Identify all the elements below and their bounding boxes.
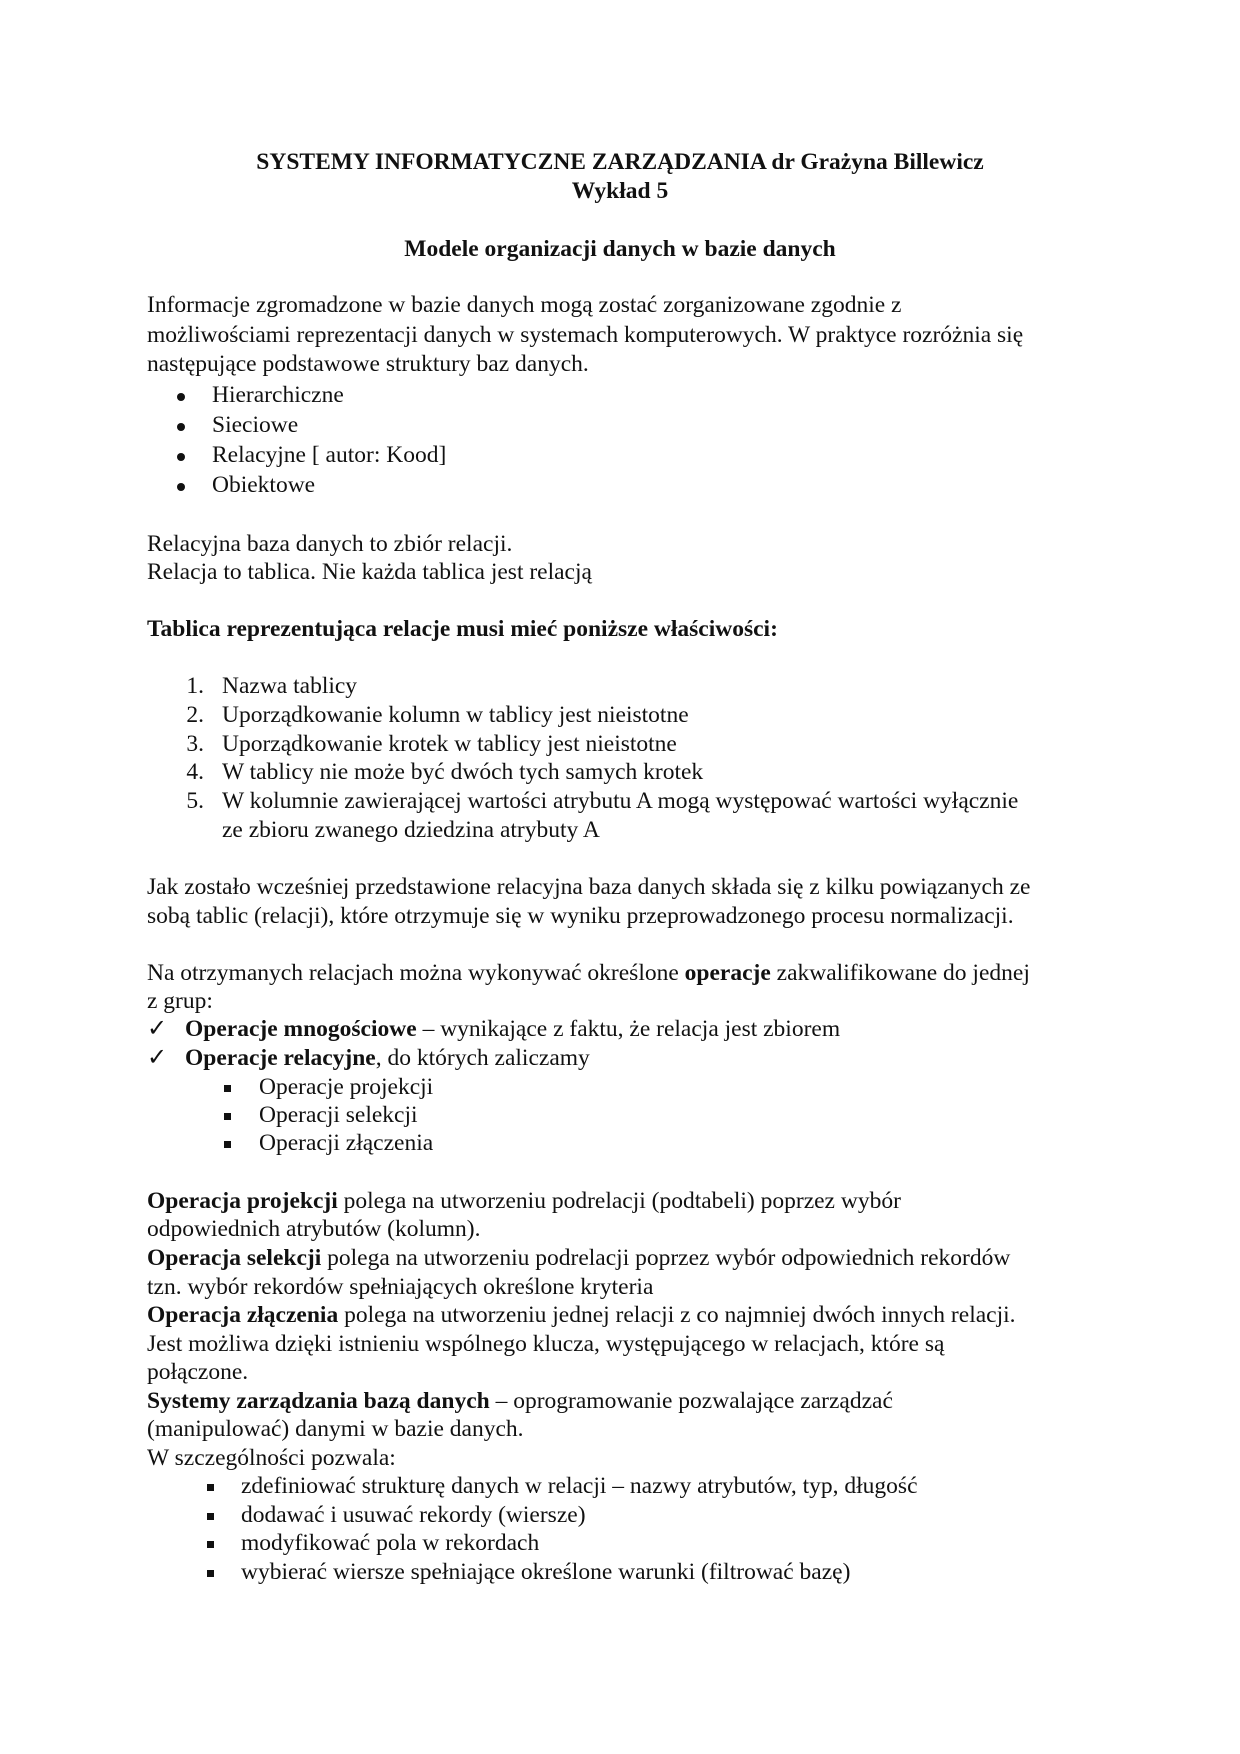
list-item: Relacyjne [ autor: Kood] xyxy=(212,442,447,468)
list-number: 5. xyxy=(186,788,204,814)
list-number: 3. xyxy=(186,731,204,757)
square-bullet-icon xyxy=(207,1484,214,1491)
square-bullet-icon xyxy=(224,1113,231,1120)
list-item: Uporządkowanie kolumn w tablicy jest nieistotne xyxy=(222,702,689,728)
list-item: W tablicy nie może być dwóch tych samych krotek xyxy=(222,759,704,785)
normalization-line-2: sobą tablic (relacji), które otrzymuje się w wyniku przeprowadzonego procesu normalizacji. xyxy=(147,903,1014,929)
checkmark-icon: ✓ xyxy=(147,1045,168,1071)
section-title: Modele organizacji danych w bazie danych xyxy=(404,236,836,262)
join-line-2: Jest możliwa dzięki istnieniu wspólnego klucza, występującego w relacjach, które są xyxy=(147,1331,945,1357)
list-item: Uporządkowanie krotek w tablicy jest nieistotne xyxy=(222,731,677,757)
square-bullet-icon xyxy=(224,1141,231,1148)
list-item: Nazwa tablicy xyxy=(222,673,358,699)
operations-intro-line-2: z grup: xyxy=(147,988,213,1014)
list-item: Operacji selekcji xyxy=(259,1102,418,1128)
bullet-icon xyxy=(177,453,185,461)
selection-line-2: tzn. wybór rekordów spełniających określone kryteria xyxy=(147,1274,654,1300)
intro-line-3: następujące podstawowe struktury baz danych. xyxy=(147,351,589,377)
list-item: Operacje mnogościowe – wynikające z faktu, że relacja jest zbiorem xyxy=(185,1016,841,1042)
list-item: W kolumnie zawierającej wartości atrybutu A mogą występować wartości wyłącznie xyxy=(222,788,1019,814)
list-number: 1. xyxy=(186,673,204,699)
selection-line-1: Operacja selekcji polega na utworzeniu podrelacji poprzez wybór odpowiednich rekordów xyxy=(147,1245,1011,1271)
list-item: dodawać i usuwać rekordy (wiersze) xyxy=(241,1502,586,1528)
intro-line-1: Informacje zgromadzone w bazie danych mogą zostać zorganizowane zgodnie z xyxy=(147,292,902,318)
list-item-continuation: ze zbioru zwanego dziedzina atrybuty A xyxy=(222,817,600,843)
intro-line-2: możliwościami reprezentacji danych w systemach komputerowych. W praktyce rozróżnia się xyxy=(147,322,1024,348)
list-item: modyfikować pola w rekordach xyxy=(241,1530,540,1556)
square-bullet-icon xyxy=(207,1513,214,1520)
relation-line-2: Relacja to tablica. Nie każda tablica jest relacją xyxy=(147,559,592,585)
list-item: Operacje projekcji xyxy=(259,1074,434,1100)
properties-heading: Tablica reprezentująca relacje musi mieć poniższe właściwości: xyxy=(147,616,778,642)
dbms-line-1: Systemy zarządzania bazą danych – oprogramowanie pozwalające zarządzać xyxy=(147,1388,893,1414)
square-bullet-icon xyxy=(207,1541,214,1548)
list-item: Obiektowe xyxy=(212,472,316,498)
projection-line-1: Operacja projekcji polega na utworzeniu podrelacji (podtabeli) poprzez wybór xyxy=(147,1188,901,1214)
bullet-icon xyxy=(177,423,185,431)
join-line-1: Operacja złączenia polega na utworzeniu jednej relacji z co najmniej dwóch innych relacji. xyxy=(147,1302,1016,1328)
list-number: 4. xyxy=(186,759,204,785)
list-item: Hierarchiczne xyxy=(212,382,344,408)
list-item: Operacji złączenia xyxy=(259,1130,434,1156)
course-title: SYSTEMY INFORMATYCZNE ZARZĄDZANIA dr Grażyna Billewicz xyxy=(256,149,984,175)
square-bullet-icon xyxy=(207,1570,214,1577)
normalization-line-1: Jak zostało wcześniej przedstawione relacyjna baza danych składa się z kilku powiązanych ze xyxy=(147,874,1031,900)
dbms-line-2: (manipulować) danymi w bazie danych. xyxy=(147,1416,524,1442)
list-item: zdefiniować strukturę danych w relacji – nazwy atrybutów, typ, długość xyxy=(241,1473,918,1499)
operations-intro-line-1: Na otrzymanych relacjach można wykonywać określone operacje zakwalifikowane do jednej xyxy=(147,960,1030,986)
checkmark-icon: ✓ xyxy=(147,1016,168,1042)
list-item: Operacje relacyjne, do których zaliczamy xyxy=(185,1045,590,1071)
bullet-icon xyxy=(177,483,185,491)
list-number: 2. xyxy=(186,702,204,728)
course-header xyxy=(0,148,1240,176)
list-item: wybierać wiersze spełniające określone warunki (filtrować bazę) xyxy=(241,1559,851,1585)
bullet-icon xyxy=(177,393,185,401)
lecture-number: Wykład 5 xyxy=(571,178,669,204)
list-item: Sieciowe xyxy=(212,412,299,438)
square-bullet-icon xyxy=(224,1085,231,1092)
dbms-line-3: W szczególności pozwala: xyxy=(147,1445,396,1471)
projection-line-2: odpowiednich atrybutów (kolumn). xyxy=(147,1216,481,1242)
relation-line-1: Relacyjna baza danych to zbiór relacji. xyxy=(147,531,513,557)
join-line-3: połączone. xyxy=(147,1359,249,1385)
